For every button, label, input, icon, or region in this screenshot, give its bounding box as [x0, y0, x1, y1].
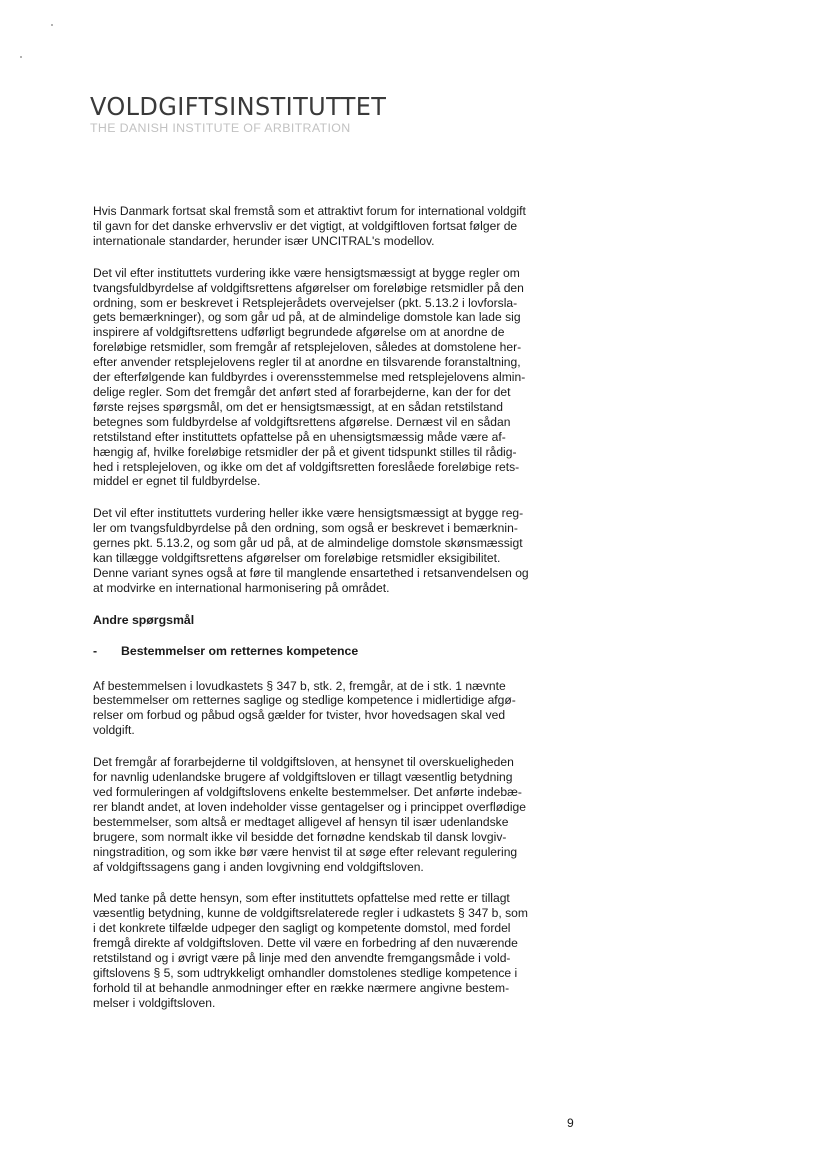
text-line: første rejses spørgsmål, om det er hensigtsmæssigt, at en sådan retstilstand [93, 399, 504, 414]
text-line: rer blandt andet, at loven indeholder visse gentagelser og i princippet overflødige [93, 799, 526, 814]
subsection-heading [93, 644, 583, 659]
text-line: Det fremgår af forarbejderne til voldgiftsloven, at hensynet til overskueligheden [93, 755, 514, 770]
text-line: middel er egnet til fuldbyrdelse. [93, 474, 261, 489]
text-line: efter anvender retsplejelovens regler til at anordne en tilsvarende foranstaltning, [93, 355, 521, 370]
page-number: 9 [567, 1116, 574, 1130]
text-line: foreløbige retsmidler, som fremgår af retsplejeloven, således at domstolene her- [93, 340, 522, 355]
text-line: ler om tvangsfuldbyrdelse på den ordning, som også er beskrevet i bemærknin- [93, 521, 518, 536]
text-line: at modvirke en international harmonisering på området. [93, 580, 390, 595]
text-line: giftslovens § 5, som udtrykkeligt omhandler domstolenes stedlige kompetence i [93, 965, 518, 980]
text-line: Det vil efter instituttets vurdering ikke være hensigtsmæssigt at bygge regler om [93, 265, 520, 280]
scan-speck [51, 24, 53, 26]
text-line: retstilstand efter instituttets opfattelse på en uhensigtsmæssig måde være af- [93, 429, 506, 444]
text-line: inspirere af voldgiftsrettens udførligt begrundede afgørelse om at anordne de [93, 325, 505, 340]
text-line: betegnes som fuldbyrdelse af voldgiftsrettens afgørelse. Dernæst vil en sådan [93, 414, 511, 429]
text-line: delige regler. Som det fremgår det anført sted af forarbejderne, kan der for det [93, 384, 511, 399]
logo-title: VOLDGIFTSINSTITUTTET [90, 92, 387, 121]
institute-logo [90, 92, 399, 135]
text-line: ved formuleringen af voldgiftslovens enkelte bestemmelser. Det anførte indebæ- [93, 785, 522, 799]
text-line: internationale standarder, herunder især UNCITRAL's modellov. [93, 233, 435, 248]
text-line: gets bemærkninger), og som går ud på, at de almindelige domstole kan lade sig [93, 310, 521, 325]
paragraph [93, 204, 583, 249]
text-line: væsentlig betydning, kunne de voldgiftsrelaterede regler i udkastets § 347 b, som [93, 906, 528, 921]
text-line: kan tillægge voldgiftsrettens afgørelser om foreløbige retsmidler eksigibilitet. [93, 551, 501, 566]
text-line: ningstradition, og som ikke bør være henvist til at søge efter relevant regulering [93, 844, 518, 859]
paragraph [93, 266, 583, 490]
text-line: tvangsfuldbyrdelse af voldgiftsrettens afgørelser om foreløbige retsmidler på den [93, 280, 524, 295]
section-heading: Andre spørgsmål [93, 612, 195, 627]
text-line: ordning, som er beskrevet i Retsplejerådets overvejelser (pkt. 5.13.2 i lovforsla- [93, 295, 518, 310]
paragraph [93, 891, 583, 1010]
text-line: bestemmelser, som altså er medtaget alligevel af hensyn til især udenlandske [93, 814, 509, 829]
paragraph [93, 755, 583, 874]
logo-subtitle: THE DANISH INSTITUTE OF ARBITRATION [90, 121, 351, 135]
text-line: Denne variant synes også at føre til manglende ensartethed i retsanvendelsen og [93, 565, 529, 580]
text-line: melser i voldgiftsloven. [93, 995, 216, 1010]
text-line: Af bestemmelsen i lovudkastets § 347 b, stk. 2, fremgår, at de i stk. 1 nævnte [93, 678, 506, 693]
document-body [93, 204, 583, 1028]
text-line: Det vil efter instituttets vurdering heller ikke være hensigtsmæssigt at bygge reg- [93, 506, 524, 521]
text-line: forhold til at behandle anmodninger efter en række nærmere angivne bestem- [93, 980, 510, 995]
text-line: retstilstand og i øvrigt være på linje med den anvendte fremgangsmåde i vold- [93, 951, 511, 966]
text-line: for navnlig udenlandske brugere af voldgiftsloven er tillagt væsentlig betydning [93, 770, 513, 785]
text-line: bestemmelser om retternes saglige og stedlige kompetence i midlertidige afgø- [93, 693, 516, 708]
text-line: voldgift. [93, 723, 135, 738]
text-line: Med tanke på dette hensyn, som efter instituttets opfattelse med rette er tillagt [93, 891, 510, 906]
text-line: til gavn for det danske erhvervsliv er det vigtigt, at voldgiftloven fortsat følger de [93, 218, 518, 233]
text-line: gernes pkt. 5.13.2, og som går ud på, at de almindelige domstole skønsmæssigt [93, 536, 523, 551]
subsection-heading-text: Bestemmelser om retternes kompetence [121, 643, 359, 658]
text-line: hængig af, hvilke foreløbige retsmidler der på et givent tidspunkt stilles til rådig- [93, 444, 517, 459]
text-line: der efterfølgende kan fuldbyrdes i overensstemmelse med retsplejelovens almin- [93, 370, 526, 385]
list-dash: - [93, 643, 98, 658]
text-line: hed i retsplejeloven, og ikke om det af voldgiftsretten foreslåede foreløbige rets- [93, 459, 520, 474]
text-line: fremgå direkte af voldgiftsloven. Dette vil være en forbedring af den nuværende [93, 936, 518, 951]
text-line: af voldgiftssagens gang i anden lovgivning end voldgiftsloven. [93, 859, 424, 874]
text-line: brugere, som normalt ikke vil besidde det fornødne kendskab til dansk lovgiv- [93, 829, 507, 844]
paragraph [93, 679, 583, 739]
paragraph [93, 506, 583, 595]
text-line: Hvis Danmark fortsat skal fremstå som et attraktivt forum for international voldgift [93, 204, 526, 218]
text-line: relser om forbud og påbud også gælder for tvister, hvor hovedsagen skal ved [93, 708, 506, 723]
text-line: i det konkrete tilfælde udpeger den sagligt og kompetente domstol, med fordel [93, 921, 511, 936]
scan-speck [20, 56, 22, 58]
